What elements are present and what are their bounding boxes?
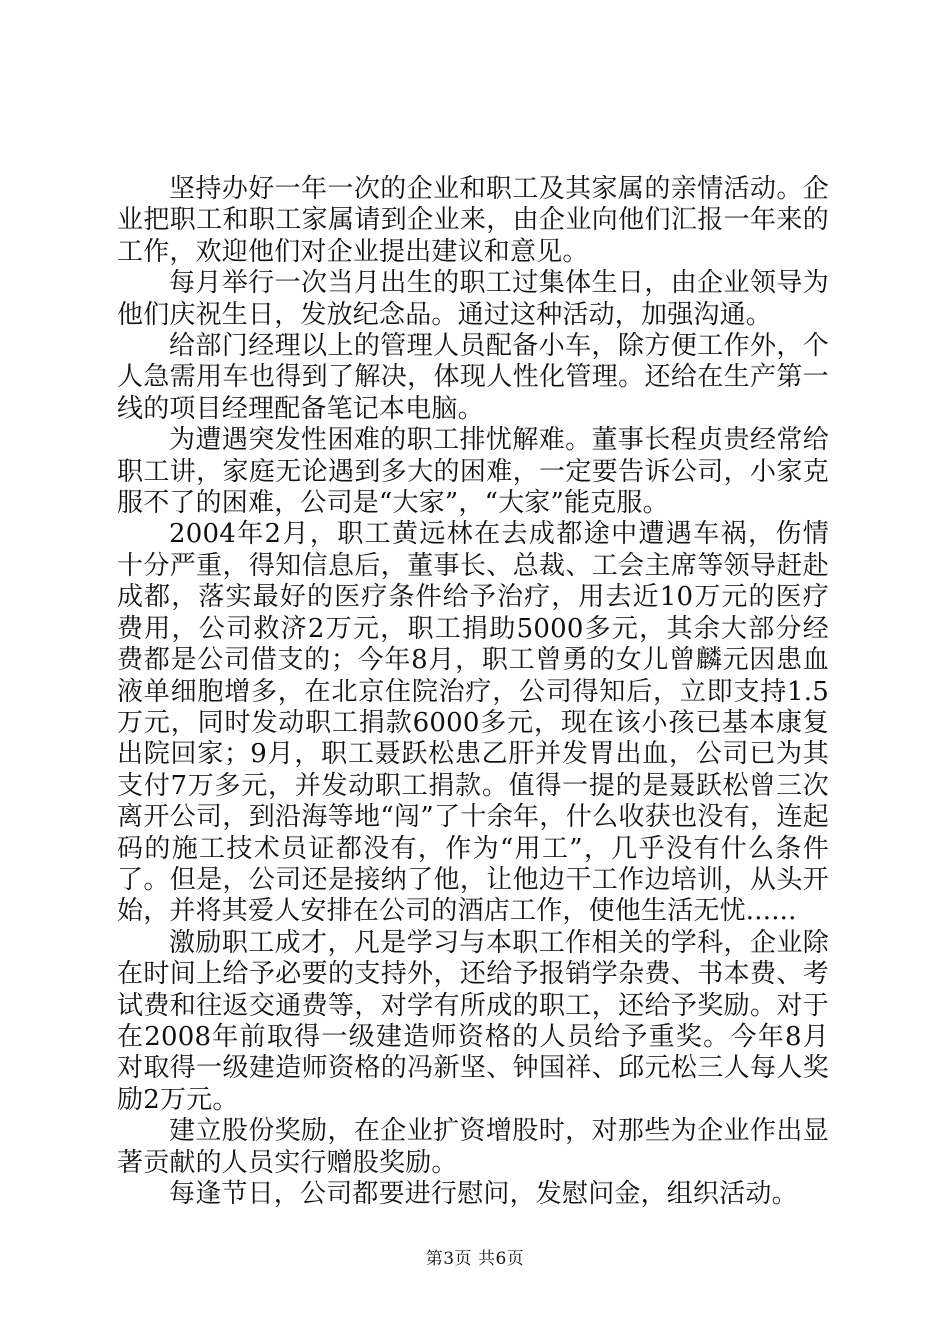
paragraph-family-activity: 坚持办好一年一次的企业和职工及其家属的亲情活动。企业把职工和职工家属请到企业来，由企业向他们汇报一年来的工作，欢迎他们对企业提出建议和意见。 (117, 174, 829, 267)
paragraph-case-examples: 2004年2月，职工黄远林在去成都途中遭遇车祸，伤情十分严重，得知信息后，董事长、总裁、工会主席等领导赶赴成都，落实最好的医疗条件给予治疗，用去近10万元的医疗费用，公司救济2万元，职工捐助5000多元，其余大部分经费都是公司借支的；今年8月，职工曾勇的女儿曾麟元因患血液单细胞增多，在北京住院治疗，公司得知后，立即支持1.5万元，同时发动职工捐款6000多元，现在该小孩已基本康复出院回家；9月，职工聂跃松患乙肝并发胃出血，公司已为其支付7万多元，并发动职工捐款。值得一提的是聂跃松曾三次离开公司，到沿海等地“闯”了十余年，什么收获也没有，连起码的施工技术员证都没有，作为“用工”，几乎没有什么条件了。但是，公司还是接纳了他，让他边干工作边培训，从头开始，并将其爱人安排在公司的酒店工作，使他生活无忧...... (117, 519, 829, 927)
paragraph-share-reward: 建立股份奖励，在企业扩资增股时，对那些为企业作出显著贡献的人员实行赠股奖励。 (117, 1116, 829, 1178)
paragraph-vehicles: 给部门经理以上的管理人员配备小车，除方便工作外，个人急需用车也得到了解决，体现人性化管理。还给在生产第一线的项目经理配备笔记本电脑。 (117, 331, 829, 424)
paragraph-education-incentive: 激励职工成才，凡是学习与本职工作相关的学科，企业除在时间上给予必要的支持外，还给予报销学杂费、书本费、考试费和往返交通费等，对学有所成的职工，还给予奖励。对于在2008年前取得一级建造师资格的人员给予重奖。今年8月对取得一级建造师资格的冯新坚、钟国祥、邱元松三人每人奖励2万元。 (117, 927, 829, 1115)
paragraph-holiday: 每逢节日，公司都要进行慰问，发慰问金，组织活动。 (169, 1179, 798, 1209)
paragraph-hardship-help: 为遭遇突发性困难的职工排忧解难。董事长程贞贵经常给职工讲，家庭无论遇到多大的困难，一定要告诉公司，小家克服不了的困难，公司是“大家”，“大家”能克服。 (117, 425, 829, 519)
document-body (117, 174, 829, 1210)
paragraph-birthday: 每月举行一次当月出生的职工过集体生日，由企业领导为他们庆祝生日，发放纪念品。通过这种活动，加强沟通。 (117, 268, 829, 330)
page-number-footer: 第3页 共6页 (425, 1249, 525, 1269)
